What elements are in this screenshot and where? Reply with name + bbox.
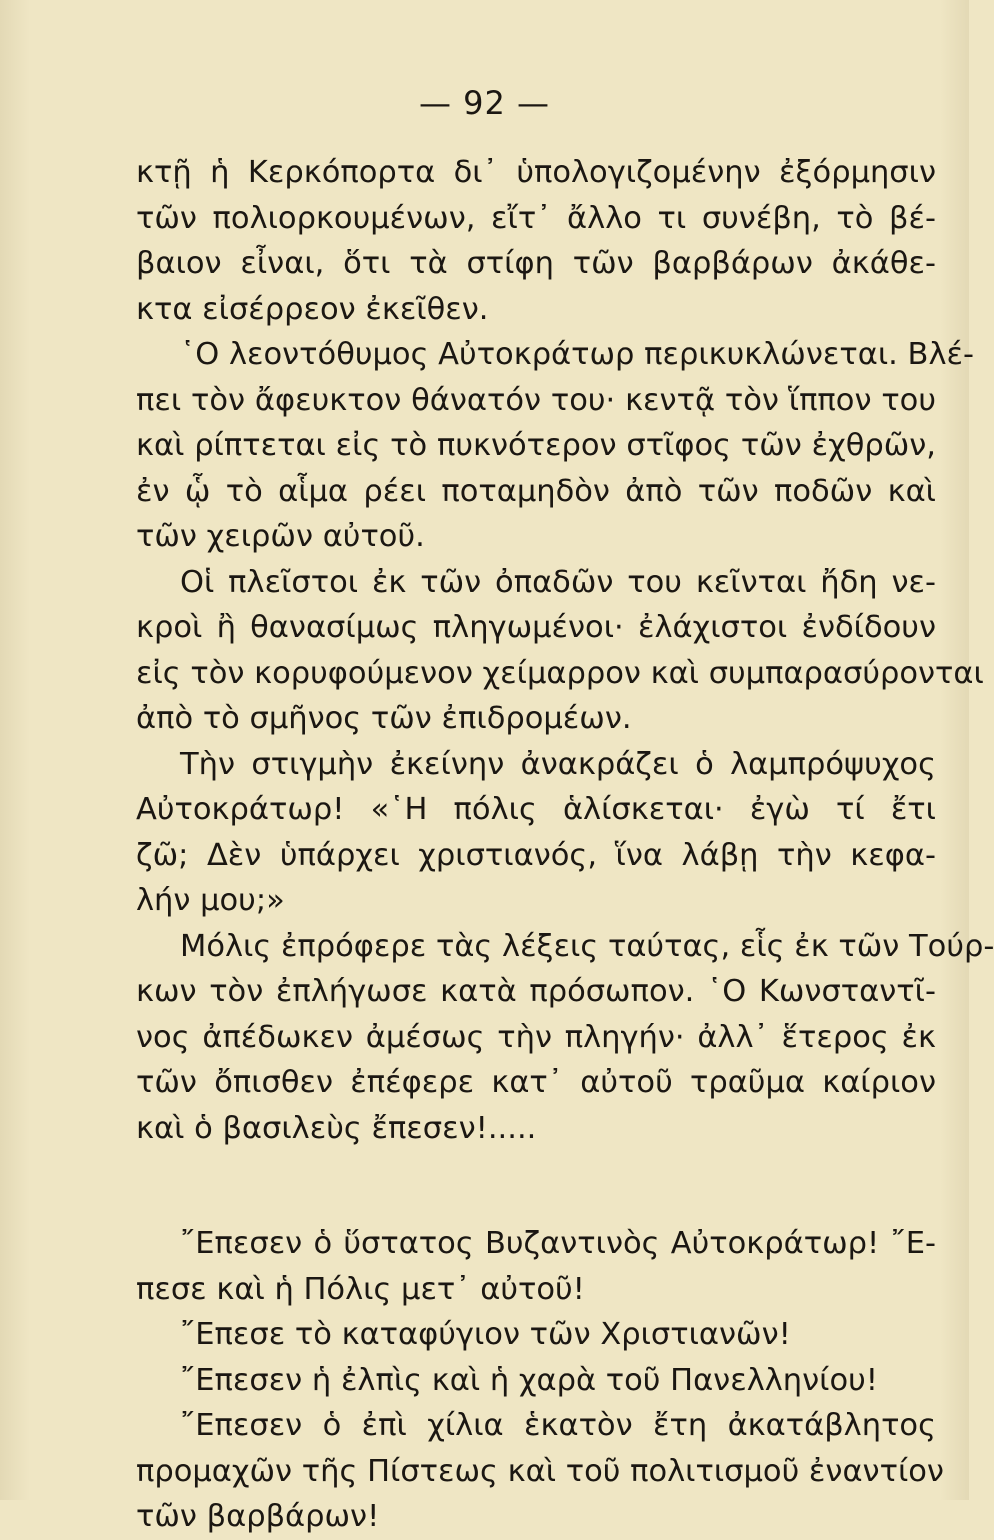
- text-line: κτα εἰσέρρεον ἐκεῖθεν.: [136, 291, 489, 327]
- text-line: κροὶ ἢ θανασίμως πληγωμένοι· ἐλάχιστοι ἐνδίδουν: [136, 610, 936, 645]
- text-line: τῶν βαρβάρων!: [136, 1499, 380, 1534]
- text-line: βαιον εἶναι, ὅτι τὰ στίφη τῶν βαρβάρων ἀκάθε-: [136, 246, 936, 281]
- paragraph: [136, 1403, 944, 1540]
- paragraph: [136, 924, 994, 1152]
- text-line: προμαχῶν τῆς Πίστεως καὶ τοῦ πολιτισμοῦ ἐναντίον: [136, 1453, 944, 1489]
- text-line: τῶν χειρῶν αὐτοῦ.: [136, 519, 425, 554]
- paragraph: [136, 150, 936, 332]
- body-text: [136, 150, 994, 1540]
- text-line: εἰς τὸν κορυφούμενον χείμαρρον καὶ συμπαρασύρονται: [136, 655, 984, 691]
- text-line: κτῇ ἡ Κερκόπορτα δι᾽ ὑπολογιζομένην ἐξόρμησιν: [136, 155, 936, 190]
- paragraph: [136, 1221, 936, 1312]
- text-line: ῎Επεσεν ὁ ἐπὶ χίλια ἑκατὸν ἔτη ἀκατάβλητος: [180, 1408, 936, 1443]
- text-line: ῎Επεσε τὸ καταφύγιον τῶν Χριστιανῶν!: [180, 1317, 791, 1352]
- text-line: Μόλις ἐπρόφερε τὰς λέξεις ταύτας, εἷς ἐκ τῶν Τούρ-: [180, 928, 994, 964]
- paragraph: [136, 560, 984, 742]
- text-line: τῶν ὄπισθεν ἐπέφερε κατ᾽ αὐτοῦ τραῦμα καίριον: [136, 1065, 936, 1100]
- paragraph: [136, 1312, 936, 1358]
- text-line: Οἱ πλεῖστοι ἐκ τῶν ὀπαδῶν του κεῖνται ἤδη νε-: [180, 564, 936, 600]
- text-line: λήν μου;»: [136, 883, 285, 918]
- text-line: Τὴν στιγμὴν ἐκείνην ἀνακράζει ὁ λαμπρόψυχος: [180, 746, 936, 782]
- text-line: ἐν ᾧ τὸ αἷμα ρέει ποταμηδὸν ἀπὸ τῶν ποδῶν καὶ: [136, 473, 936, 509]
- page-number: — 92 —: [418, 84, 551, 122]
- text-line: καὶ ὁ βασιλεὺς ἔπεσεν!.....: [136, 1110, 537, 1146]
- section-gap: [136, 1151, 936, 1221]
- paragraph: [136, 1358, 936, 1404]
- paragraph: [136, 332, 974, 560]
- text-line: νος ἀπέδωκεν ἀμέσως τὴν πληγήν· ἀλλ᾽ ἕτερος ἐκ: [136, 1019, 936, 1055]
- text-line: ῾Ο λεοντόθυμος Αὐτοκράτωρ περικυκλώνεται. Βλέ-: [180, 337, 974, 372]
- text-line: κων τὸν ἐπλήγωσε κατὰ πρόσωπον. ῾Ο Κωνσταντῖ-: [136, 974, 936, 1009]
- text-line: καὶ ρίπτεται εἰς τὸ πυκνότερον στῖφος τῶν ἐχθρῶν,: [136, 428, 936, 463]
- text-line: πει τὸν ἄφευκτον θάνατόν του· κεντᾷ τὸν ἵππον του: [136, 382, 936, 418]
- text-line: ζῶ; Δὲν ὑπάρχει χριστιανός, ἵνα λάβῃ τὴν κεφα-: [136, 837, 936, 873]
- text-line: τῶν πολιορκουμένων, εἴτ᾽ ἄλλο τι συνέβη, τὸ βέ-: [136, 200, 936, 236]
- text-line: πεσε καὶ ἡ Πόλις μετ᾽ αὐτοῦ!: [136, 1271, 585, 1307]
- paragraph: [136, 742, 936, 924]
- text-line: ἀπὸ τὸ σμῆνος τῶν ἐπιδρομέων.: [136, 701, 632, 736]
- text-line: ῎Επεσεν ἡ ἐλπὶς καὶ ἡ χαρὰ τοῦ Πανελληνίου!: [180, 1362, 879, 1398]
- text-line: Αὐτοκράτωρ! «῾Η πόλις ἁλίσκεται· ἐγὼ τί ἔτι: [136, 792, 936, 827]
- text-line: ῎Επεσεν ὁ ὕστατος Βυζαντινὸς Αὐτοκράτωρ! ῎Ε-: [180, 1226, 936, 1261]
